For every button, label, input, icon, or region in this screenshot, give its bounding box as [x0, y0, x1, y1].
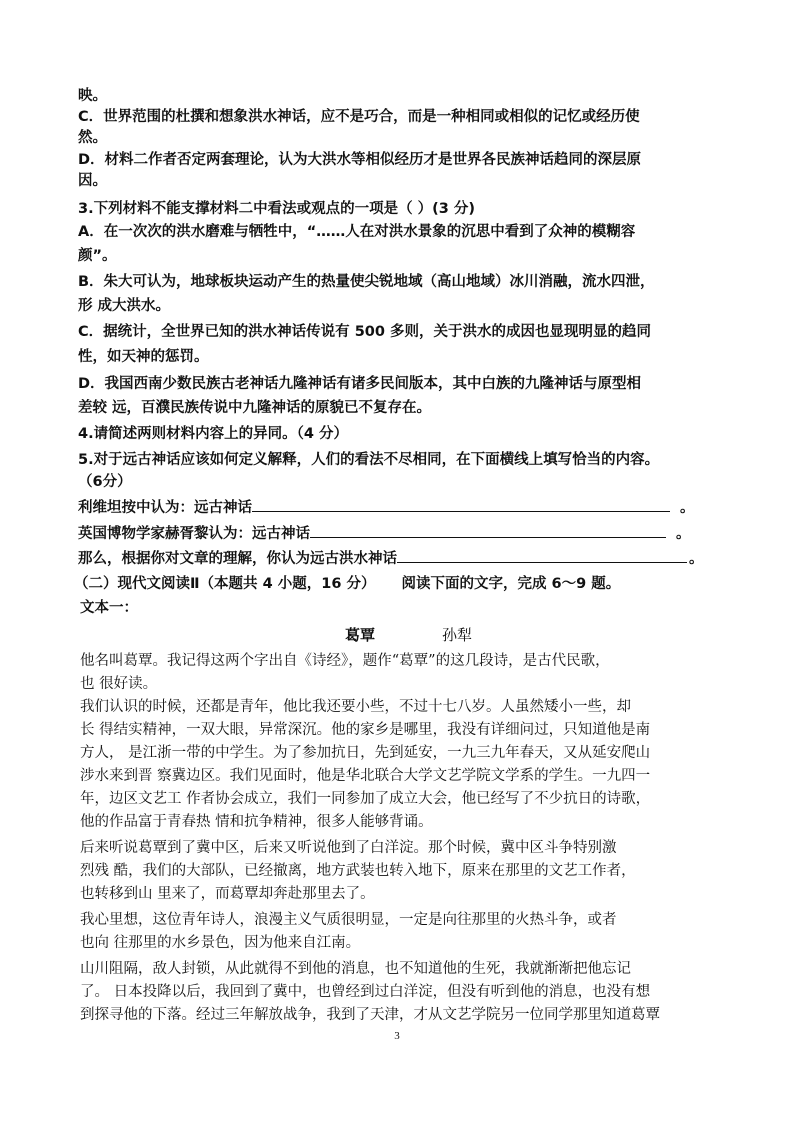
paragraph-line: 他名叫葛覃。我记得这两个字出自《诗经》，题作“葛覃”的这几段诗，是古代民歌，: [80, 653, 610, 669]
fill-line-b: [78, 523, 691, 544]
paragraph-line: 也 很好读。: [80, 676, 158, 692]
option-d-line: D．材料二作者否定两套理论，认为大洪水等相似经历才是世界各民族神话趋同的深层原: [78, 152, 642, 168]
question-4: 4.请简述两则材料内容上的异同。（4 分）: [78, 426, 348, 442]
paragraph-line: 长 得结实精神，一双大眼，异常深沉。他的家乡是哪里，我没有详细问过，只知道他是南: [80, 722, 651, 738]
text-line: 颜”。: [78, 248, 117, 264]
section-instruction: 阅读下面的文字，完成 6～9 题。: [401, 576, 621, 592]
text-line: 然。: [78, 130, 107, 146]
paragraph-line: 了。 日本投降以后，我回到了冀中，也曾经到过白洋淀，但没有听到他的消息，也没有想: [80, 984, 651, 1000]
fill-label: 英国博物学家赫胥黎认为：远古神话: [78, 526, 310, 542]
paragraph-line: 山川阻隔，敌人封锁，从此就得不到他的消息，也不知道他的生死，我就渐渐把他忘记: [80, 961, 631, 977]
period: 。: [680, 500, 695, 516]
option-c-line: C．据统计，全世界已知的洪水神话传说有 500 多则，关于洪水的成因也显现明显的趋同: [78, 324, 652, 340]
fill-line-c: [78, 548, 704, 569]
text-label: 文本一：: [80, 600, 138, 616]
text-line: 因。: [78, 173, 107, 189]
paragraph-line: 后来听说葛覃到了冀中区，后来又听说他到了白洋淀。那个时候，冀中区斗争特别激: [80, 840, 617, 856]
fill-label: 利维坦按中认为：远古神话: [78, 500, 252, 516]
option-c-line: C．世界范围的杜撰和想象洪水神话，应不是巧合，而是一种相同或相似的记忆或经历使: [78, 109, 640, 125]
page-number: 3: [394, 1030, 400, 1042]
text-line: （6分）: [78, 474, 132, 490]
fill-line-a: [78, 497, 695, 518]
period: 。: [689, 551, 704, 567]
answer-blank[interactable]: [252, 497, 670, 512]
paragraph-line: 他的作品富于青春热 情和抗争精神，很多人能够背诵。: [80, 814, 433, 830]
article-title: 葛覃: [345, 626, 376, 644]
fill-label: 那么，根据你对文章的理解，你认为远古洪水神话: [78, 551, 397, 567]
option-a-line: A．在一次次的洪水磨难与牺牲中，“……人在对洪水景象的沉思中看到了众神的模糊容: [78, 224, 636, 240]
text-line: 性，如天神的惩罚。: [78, 349, 209, 365]
paragraph-line: 我们认识的时候，还都是青年，他比我还要小些，不过十七八岁。人虽然矮小一些，却: [80, 699, 631, 715]
paragraph-line: 也向 往那里的水乡景色，因为他来自江南。: [80, 935, 361, 951]
question-3: 3.下列材料不能支撑材料二中看法或观点的一项是（ ）(3 分): [78, 201, 476, 217]
paragraph-line: 烈残 酷，我们的大部队，已经撤离，地方武装也转入地下，原来在那里的文艺工作者，: [80, 863, 636, 879]
text-line: 映。: [78, 88, 107, 104]
paragraph-line: 也转移到山 里来了，而葛覃却奔赴那里去了。: [80, 886, 375, 902]
option-b-line: B．朱大可认为，地球板块运动产生的热量使尖锐地域（高山地域）冰川消融，流水四泄，: [78, 274, 655, 290]
text-line: 形 成大洪水。: [78, 298, 171, 314]
question-5: 5.对于远古神话应该如何定义解释，人们的看法不尽相同，在下面横线上填写恰当的内容。: [78, 452, 660, 468]
paragraph-line: 方人， 是江浙一带的中学生。为了参加抗日，先到延安，一九三九年春天，又从延安爬山: [80, 745, 651, 761]
answer-blank[interactable]: [397, 548, 687, 563]
paragraph-line: 到探寻他的下落。经过三年解放战争，我到了天津，才从文艺学院另一位同学那里知道葛覃: [80, 1007, 660, 1023]
section-title: （二）现代文阅读Ⅱ（本题共 4 小题，16 分）: [74, 576, 376, 592]
paragraph-line: 年，边区文艺工 作者协会成立，我们一同参加了成立大会，他已经写了不少抗日的诗歌，: [80, 791, 651, 807]
paragraph-line: 我心里想，这位青年诗人，浪漫主义气质很明显，一定是向往那里的火热斗争，或者: [80, 912, 617, 928]
period: 。: [676, 526, 691, 542]
paragraph-line: 涉水来到晋 察冀边区。我们见面时，他是华北联合大学文艺学院文学系的学生。一九四一: [80, 768, 651, 784]
text-line: 差较 远，百濮民族传说中九隆神话的原貌已不复存在。: [78, 400, 432, 416]
answer-blank[interactable]: [310, 523, 666, 538]
option-d-line: D．我国西南少数民族古老神话九隆神话有诸多民间版本，其中白族的九隆神话与原型相: [78, 376, 642, 392]
article-author: 孙犁: [442, 626, 473, 644]
section-heading: [74, 574, 620, 594]
